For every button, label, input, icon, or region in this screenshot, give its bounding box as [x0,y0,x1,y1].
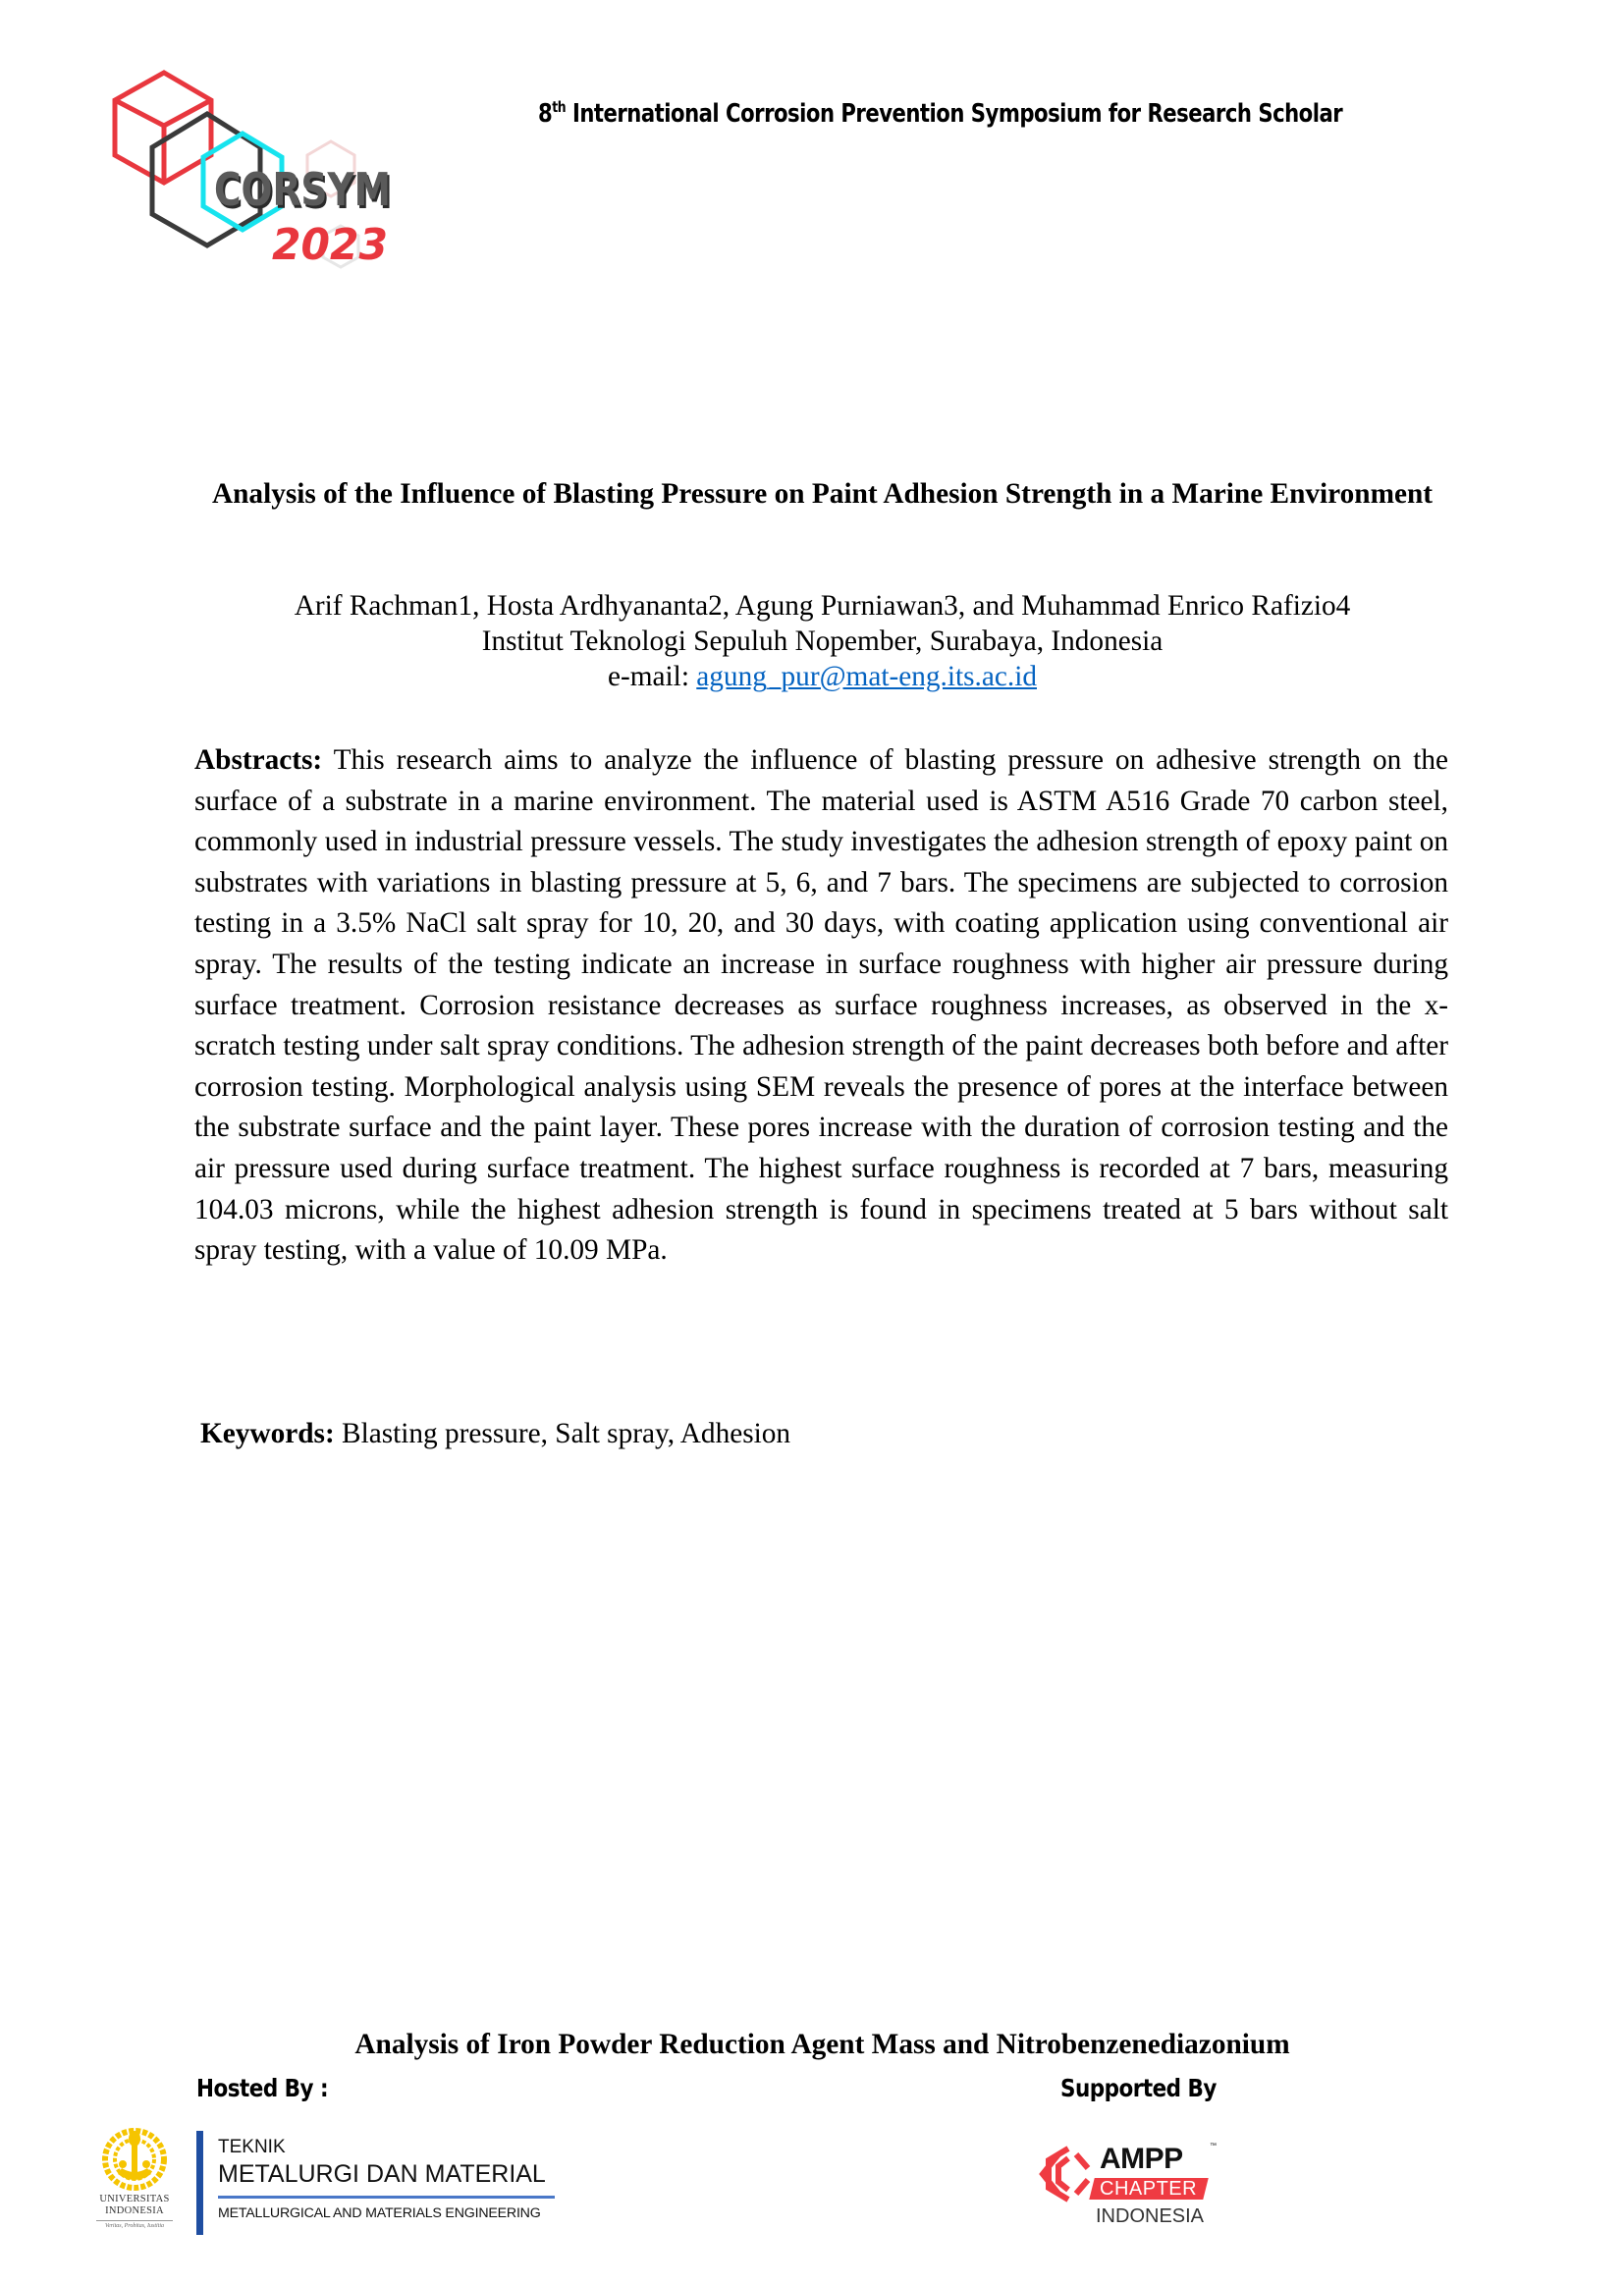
email-label: e-mail: [607,661,697,692]
symposium-title: International Corrosion Prevention Symposium for Research Scholar [571,99,1343,129]
keywords-text: Blasting pressure, Salt spray, Adhesion [334,1418,791,1449]
abstract-label: Abstracts: [194,744,323,776]
keywords [200,1416,790,1451]
ampp-chapter-indonesia-logo [1041,2133,1237,2241]
hosted-by-label: Hosted By : [196,2074,329,2102]
abstract-text: This research aims to analyze the influence of blasting pressure on adhesive strength on the surface of a substrate in a marine environment. The material used is ASTM A516 Grade 70 carbon steel, commonly used in industrial pressure vessels. The study investigates the adhesion strength of epoxy paint on substrates with variations in blasting pressure at 5, 6, and 7 bars. The specimens are subjected to corrosion testing in a 3.5% NaCl salt spray for 10, 20, and 30 days, with coating application using conventional air spray. The results of the testing indicate an increase in surface roughness with higher air pressure during surface treatment. Corrosion resistance decreases as surface roughness increases, as observed in the x-scratch testing under salt spray conditions. The adhesion strength of the paint decreases both before and after corrosion testing. Morphological analysis using SEM reveals the presence of pores at the interface between the substrate surface and the paint layer. These pores increase with the duration of corrosion testing and the air pressure used during surface treatment. The highest surface roughness is recorded at 7 bars, measuring 104.03 microns, while the highest adhesion strength is found in specimens treated at 5 bars without salt spray testing, with a value of 10.09 MPa. [194,744,1448,1267]
ui-name-line2: INDONESIA [105,2205,164,2216]
department-name-line2: METALURGI DAN MATERIAL [218,2160,546,2188]
paper-title: Analysis of the Influence of Blasting Pressure on Paint Adhesion Strength in a Marine Environment [211,478,1434,510]
ampp-hexagon-icon [1041,2145,1100,2213]
corsym-hexagons-icon [113,71,398,277]
symposium-name [538,98,1342,129]
corsym-year: 2023 [272,220,388,270]
ampp-trademark: ™ [1210,2143,1217,2149]
ampp-chapter-label: CHAPTER [1100,2178,1198,2200]
supported-by-label: Supported By [1060,2074,1217,2102]
running-footer-title: Analysis of Iron Powder Reduction Agent Mass and Nitrobenzenediazonium [354,2029,1290,2060]
department-english-name: METALLURGICAL AND MATERIALS ENGINEERING [218,2205,541,2221]
ui-motto: Veritas, Probitas, Iustitia [96,2220,173,2230]
ampp-country-label: INDONESIA [1096,2205,1205,2227]
department-name-line1: TEKNIK [218,2137,286,2157]
department-divider-bar [196,2131,203,2235]
keywords-label: Keywords: [200,1418,335,1449]
ui-name-line1: UNIVERSITAS [99,2194,170,2204]
symposium-ordinal: 8 [538,99,553,129]
email-link[interactable]: agung_pur@mat-eng.its.ac.id [696,661,1037,692]
ampp-word: AMPP [1100,2143,1183,2175]
email-line [196,660,1448,693]
author-list: Arif Rachman1, Hosta Ardhyananta2, Agung Purniawan3, and Muhammad Enrico Rafizio4 [294,590,1351,622]
makara-emblem-icon [96,2129,173,2190]
corsym-word: CORSYM [214,163,391,216]
department-rule [218,2196,555,2199]
corsym-logo [113,71,398,277]
universitas-indonesia-logo [96,2129,173,2235]
affiliation: Institut Teknologi Sepuluh Nopember, Surabaya, Indonesia [481,626,1164,657]
abstract [194,740,1448,1272]
symposium-ordinal-suffix: th [552,98,567,116]
